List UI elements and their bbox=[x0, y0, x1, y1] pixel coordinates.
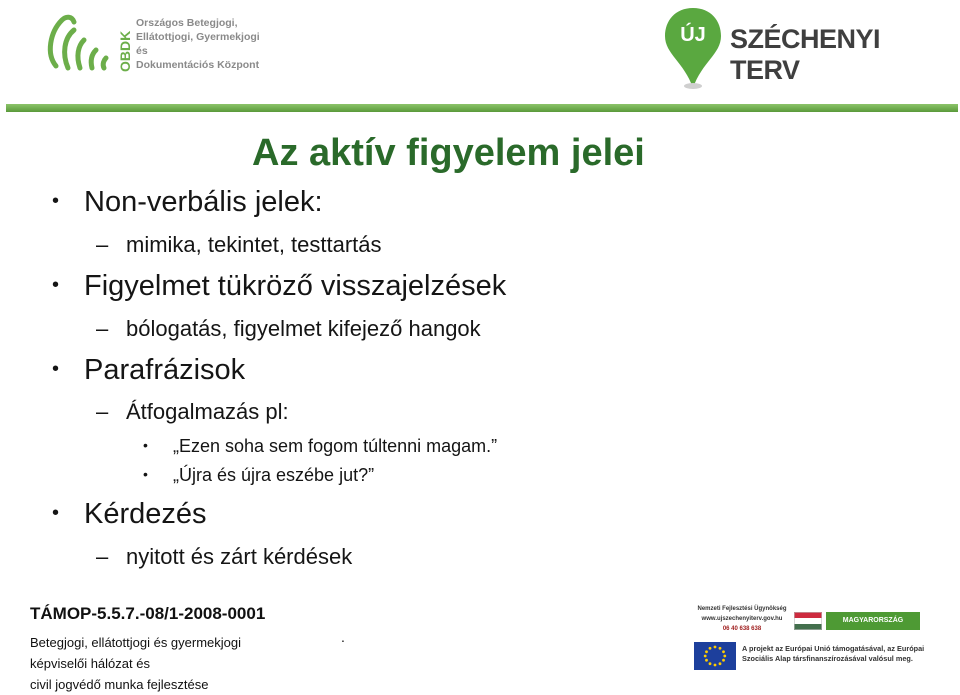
bullet-item bbox=[52, 354, 245, 387]
footer-project-info bbox=[30, 604, 265, 695]
nfu-info bbox=[692, 604, 792, 634]
obdk-line: Országos Betegjogi, bbox=[136, 17, 238, 29]
bullet-dot-icon: • bbox=[52, 274, 60, 296]
dash-icon: – bbox=[96, 544, 109, 569]
header-divider bbox=[6, 104, 958, 112]
nfu-line: 06 40 638 638 bbox=[722, 626, 762, 632]
obdk-logo bbox=[44, 10, 274, 76]
footer-dot: . bbox=[341, 629, 345, 645]
dash-icon: – bbox=[96, 399, 109, 424]
sub-sub-bullet-item bbox=[143, 436, 497, 457]
svg-text:OBDK: OBDK bbox=[117, 30, 133, 72]
sub-bullet-item bbox=[96, 544, 352, 570]
hungarian-flag-icon bbox=[794, 612, 822, 630]
obdk-name bbox=[136, 16, 274, 72]
bullet-item bbox=[52, 186, 323, 219]
map-pin-icon bbox=[662, 6, 724, 90]
szechenyi-terv-name: SZÉCHENYI TERV bbox=[730, 24, 881, 85]
nfu-line: www.ujszechenyiterv.gov.hu bbox=[701, 616, 783, 622]
bullet-dot-icon: • bbox=[52, 358, 60, 380]
dash-icon: – bbox=[96, 316, 109, 341]
obdk-line: Ellátottjogi, Gyermekjogi és bbox=[136, 31, 260, 57]
footer-line: civil jogvédő munka fejlesztése bbox=[30, 677, 209, 692]
bullet-text: Kérdezés bbox=[84, 498, 207, 530]
footer-line: képviselői hálózat és bbox=[30, 656, 150, 671]
bullet-item bbox=[52, 498, 207, 531]
sub-bullet-item bbox=[96, 232, 382, 258]
funding-logos bbox=[682, 600, 928, 680]
dash-icon: – bbox=[96, 232, 109, 257]
footer-line: Betegjogi, ellátottjogi és gyermekjogi bbox=[30, 635, 242, 650]
sub-sub-bullet-item bbox=[143, 465, 374, 486]
obdk-line: Dokumentációs Központ bbox=[136, 59, 260, 71]
sub-bullet-text: bólogatás, figyelmet kifejező hangok bbox=[126, 316, 481, 341]
szechenyi-terv-logo bbox=[662, 6, 932, 96]
obdk-swirl-icon bbox=[44, 10, 114, 72]
bullet-dot-icon: • bbox=[143, 437, 148, 453]
sub-bullet-text: mimika, tekintet, testtartás bbox=[126, 232, 382, 257]
sub-bullet-item bbox=[96, 399, 289, 425]
bullet-text: Non-verbális jelek: bbox=[84, 186, 323, 218]
eu-flag-icon bbox=[694, 642, 736, 670]
eu-funding-text: A projekt az Európai Unió támogatásával, az Európai Szociális Alap társfinanszírozásával valósul meg. bbox=[742, 644, 925, 663]
bullet-item bbox=[52, 270, 506, 303]
sub-bullet-item bbox=[96, 316, 481, 342]
bullet-text: Parafrázisok bbox=[84, 354, 246, 386]
pin-label: ÚJ bbox=[680, 24, 706, 46]
bullet-dot-icon: • bbox=[52, 502, 60, 524]
slide-title: Az aktív figyelem jelei bbox=[252, 132, 645, 174]
quote-text: „Újra és újra eszébe jut?” bbox=[173, 465, 375, 485]
bullet-dot-icon: • bbox=[52, 190, 60, 212]
bullet-text: Figyelmet tükröző visszajelzések bbox=[84, 270, 507, 302]
bullet-dot-icon: • bbox=[143, 466, 148, 482]
sub-bullet-text: Átfogalmazás pl: bbox=[126, 399, 289, 424]
project-code: TÁMOP-5.5.7.-08/1-2008-0001 bbox=[30, 604, 266, 623]
renewal-banner: MAGYARORSZÁG MEGÚJUL bbox=[826, 612, 920, 630]
quote-text: „Ezen soha sem fogom túltenni magam.” bbox=[173, 436, 498, 456]
nfu-line: Nemzeti Fejlesztési Ügynökség bbox=[697, 606, 787, 612]
obdk-vertical-label bbox=[116, 16, 134, 74]
sub-bullet-text: nyitott és zárt kérdések bbox=[126, 544, 353, 569]
